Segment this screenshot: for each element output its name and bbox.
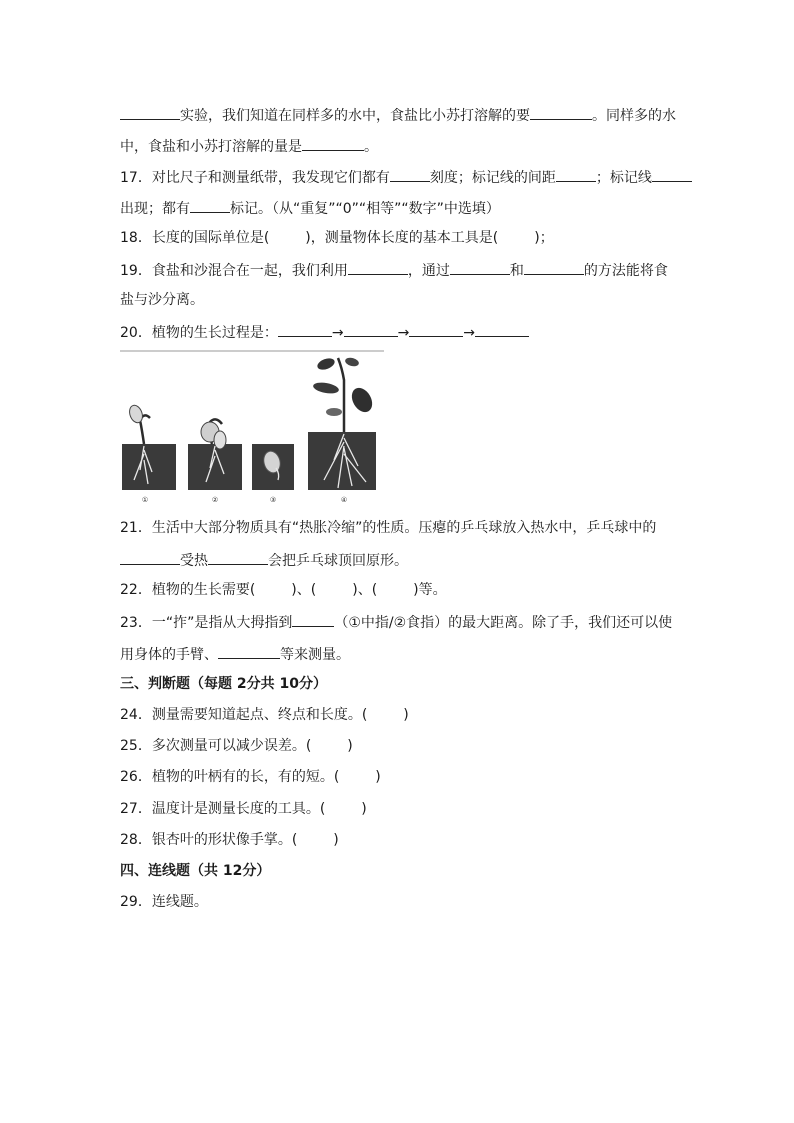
q18-text: )，测量物体长度的基本工具是(	[305, 230, 499, 246]
answer-blank[interactable]	[120, 549, 180, 565]
answer-blank[interactable]	[302, 135, 364, 151]
question-number: 20．	[120, 325, 152, 341]
leaf	[348, 384, 377, 416]
figure-label-1: ①	[141, 496, 149, 504]
answer-blank[interactable]	[292, 611, 334, 627]
section-heading-judgment: 三、判断题（每题 2分共 10分）	[120, 676, 327, 692]
judgment-text: 测量需要知道起点、终点和长度。(	[151, 707, 368, 723]
q18-text: )；	[534, 230, 554, 246]
figure-label-3: ③	[269, 496, 277, 504]
q22-text: )等。	[413, 582, 447, 598]
q20-line	[120, 321, 529, 341]
judgment-text: 银杏叶的形状像手掌。(	[151, 832, 298, 848]
answer-blank[interactable]	[208, 549, 268, 565]
q23-text: 用身体的手臂、	[120, 647, 218, 663]
answer-blank[interactable]	[344, 321, 398, 337]
plant-stage-3	[252, 444, 294, 490]
q29-line	[120, 892, 208, 912]
q16-text: 。	[364, 139, 378, 155]
answer-blank[interactable]	[218, 643, 280, 659]
cotyledon	[214, 431, 226, 449]
paren-close: )	[403, 707, 409, 723]
answer-blank[interactable]	[524, 259, 584, 275]
paren-close: )	[333, 832, 339, 848]
leaf	[344, 356, 360, 367]
plant-stage-4	[308, 356, 376, 490]
q19-text: ，通过	[407, 263, 450, 279]
q29-text: 连线题。	[151, 894, 208, 910]
q22-text: 植物的生长需要(	[151, 582, 256, 598]
q22-text: )、(	[291, 582, 317, 598]
q23-text: （①中指/②食指）的最大距离。除了手，我们还可以使	[334, 615, 673, 631]
judgment-item-28	[120, 830, 339, 850]
question-number: 25．	[120, 738, 152, 754]
answer-blank[interactable]	[530, 104, 592, 120]
q21-text: 受热	[180, 553, 208, 569]
paren-close: )	[361, 801, 367, 817]
q21-text: 会把乒乓球顶回原形。	[268, 553, 408, 569]
q19-text: 和	[509, 263, 524, 279]
q23-line-2	[120, 643, 350, 663]
q17-line-2	[120, 197, 500, 217]
figure-label-2: ②	[211, 496, 219, 504]
judgment-item-25	[120, 736, 353, 756]
q16-text: 中，食盐和小苏打溶解的量是	[120, 139, 302, 155]
q17-line-1	[120, 166, 692, 186]
q17-text: 出现；都有	[120, 201, 190, 217]
answer-blank[interactable]	[409, 321, 463, 337]
q17-text: 刻度；标记线的间距	[429, 170, 556, 186]
answer-blank[interactable]	[278, 321, 332, 337]
q23-text: 等来测量。	[280, 647, 350, 663]
q18-line	[120, 228, 554, 248]
judgment-text: 多次测量可以减少误差。(	[151, 738, 312, 754]
question-number: 23．	[120, 615, 152, 631]
arrow-icon: →	[331, 325, 344, 341]
judgment-item-26	[120, 767, 381, 787]
q17-text: 对比尺子和测量纸带，我发现它们都有	[151, 170, 390, 186]
q16-text: 实验，我们知道在同样多的水中，食盐比小苏打溶解的要	[180, 108, 530, 124]
figure-label-4: ④	[340, 496, 348, 504]
cotyledon	[326, 408, 342, 416]
leaf	[316, 356, 336, 372]
soil-block	[122, 444, 176, 490]
q19-text: 食盐和沙混合在一起，我们利用	[151, 263, 348, 279]
answer-blank[interactable]	[348, 259, 408, 275]
answer-blank[interactable]	[390, 166, 430, 182]
q21-line-1	[120, 518, 656, 538]
plant-growth-figure	[120, 350, 384, 508]
question-number: 26．	[120, 769, 152, 785]
plant-stem	[338, 358, 344, 432]
q21-text: 生活中大部分物质具有“热胀冷缩”的性质。压瘪的乒乓球放入热水中，乒乓球中的	[151, 520, 657, 536]
arrow-icon: →	[397, 325, 410, 341]
answer-blank[interactable]	[652, 166, 692, 182]
judgment-item-27	[120, 799, 367, 819]
paren-close: )	[375, 769, 381, 785]
judgment-item-24	[120, 705, 409, 725]
question-number: 29．	[120, 894, 152, 910]
q22-text: )、(	[352, 582, 378, 598]
q21-line-2	[120, 549, 408, 569]
question-number: 24．	[120, 707, 152, 723]
answer-blank[interactable]	[475, 321, 529, 337]
answer-blank[interactable]	[450, 259, 510, 275]
arrow-icon: →	[463, 325, 476, 341]
q17-text: 标记。（从“重复”“0”“相等”“数字”中选填）	[230, 201, 500, 217]
q17-text: ；标记线	[595, 170, 652, 186]
question-number: 19．	[120, 263, 152, 279]
question-number: 21．	[120, 520, 152, 536]
q23-text: 一“拃”是指从大拇指到	[151, 615, 293, 631]
question-number: 17．	[120, 170, 152, 186]
q23-line-1	[120, 611, 672, 631]
judgment-text: 温度计是测量长度的工具。(	[151, 801, 326, 817]
q16-line-2	[120, 135, 378, 155]
question-number: 27．	[120, 801, 152, 817]
q22-line	[120, 580, 447, 600]
question-number: 18．	[120, 230, 152, 246]
q19-line-1	[120, 259, 668, 279]
q18-text: 长度的国际单位是(	[151, 230, 270, 246]
answer-blank[interactable]	[120, 104, 180, 120]
plant-stage-2	[188, 419, 242, 490]
paren-close: )	[347, 738, 353, 754]
plant-stage-1	[122, 403, 176, 490]
question-number: 22．	[120, 582, 152, 598]
q19-text: 的方法能将食	[583, 263, 668, 279]
section-heading-matching: 四、连线题（共 12分）	[120, 863, 271, 879]
q20-text: 植物的生长过程是：	[151, 325, 278, 341]
q19-line-2	[120, 290, 204, 310]
question-number: 28．	[120, 832, 152, 848]
q16-text: 。同样多的水	[592, 108, 676, 124]
seed-leaf	[127, 403, 144, 424]
answer-blank[interactable]	[190, 197, 230, 213]
judgment-text: 植物的叶柄有的长，有的短。(	[151, 769, 340, 785]
q16-line-1	[120, 104, 676, 124]
answer-blank[interactable]	[556, 166, 596, 182]
q19-text: 盐与沙分离。	[120, 292, 204, 308]
leaf	[312, 381, 339, 395]
